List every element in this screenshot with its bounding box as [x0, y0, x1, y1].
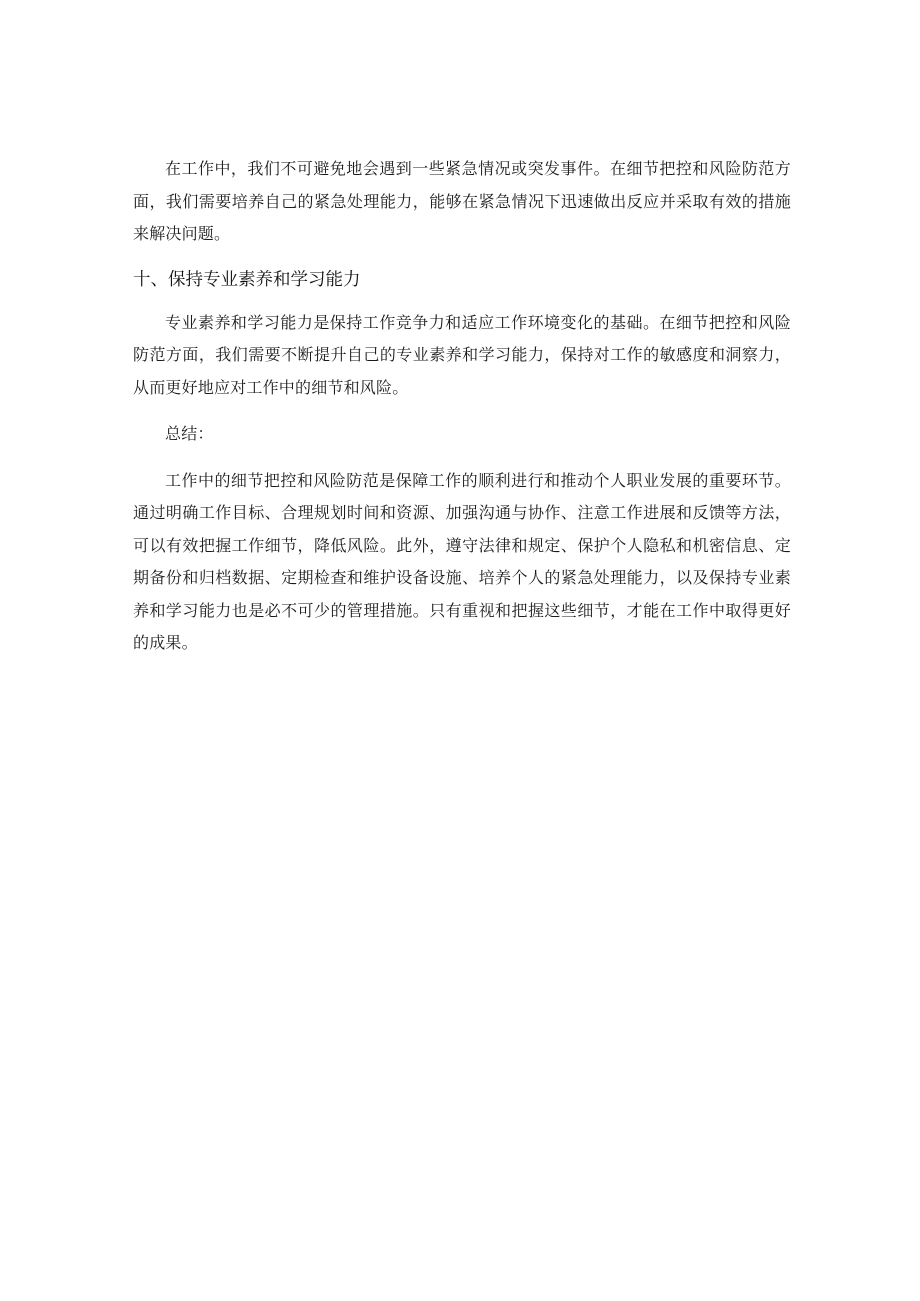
summary-label: 总结： — [165, 424, 214, 443]
emergency-paragraph: 在工作中，我们不可避免地会遇到一些紧急情况或突发事件。在细节把控和风险防范方面，我们需要培养自己的紧急处理能力，能够在紧急情况下迅速做出反应并采取有效的措施来解决问题。 — [133, 159, 791, 243]
section-paragraph: 专业素养和学习能力是保持工作竞争力和适应工作环境变化的基础。在细节把控和风险防范方面，我们需要不断提升自己的专业素养和学习能力，保持对工作的敏感度和洞察力，从而更好地应对工作中的细节和风险。 — [133, 312, 791, 397]
summary-paragraph: 工作中的细节把控和风险防范是保障工作的顺利进行和推动个人职业发展的重要环节。通过明确工作目标、合理规划时间和资源、加强沟通与协作、注意工作进展和反馈等方法，可以有效把握工作细节，降低风险。此外，遵守法律和规定、保护个人隐私和机密信息、定期备份和归档数据、定期检查和维护设备设施、培养个人的紧急处理能力，以及保持专业素养和学习能力也是必不可少的管理措施。只有重视和把握这些细节，才能在工作中取得更好的成果。 — [133, 470, 791, 652]
section-heading: 十、保持专业素养和学习能力 — [133, 269, 361, 290]
document-body — [133, 153, 791, 660]
